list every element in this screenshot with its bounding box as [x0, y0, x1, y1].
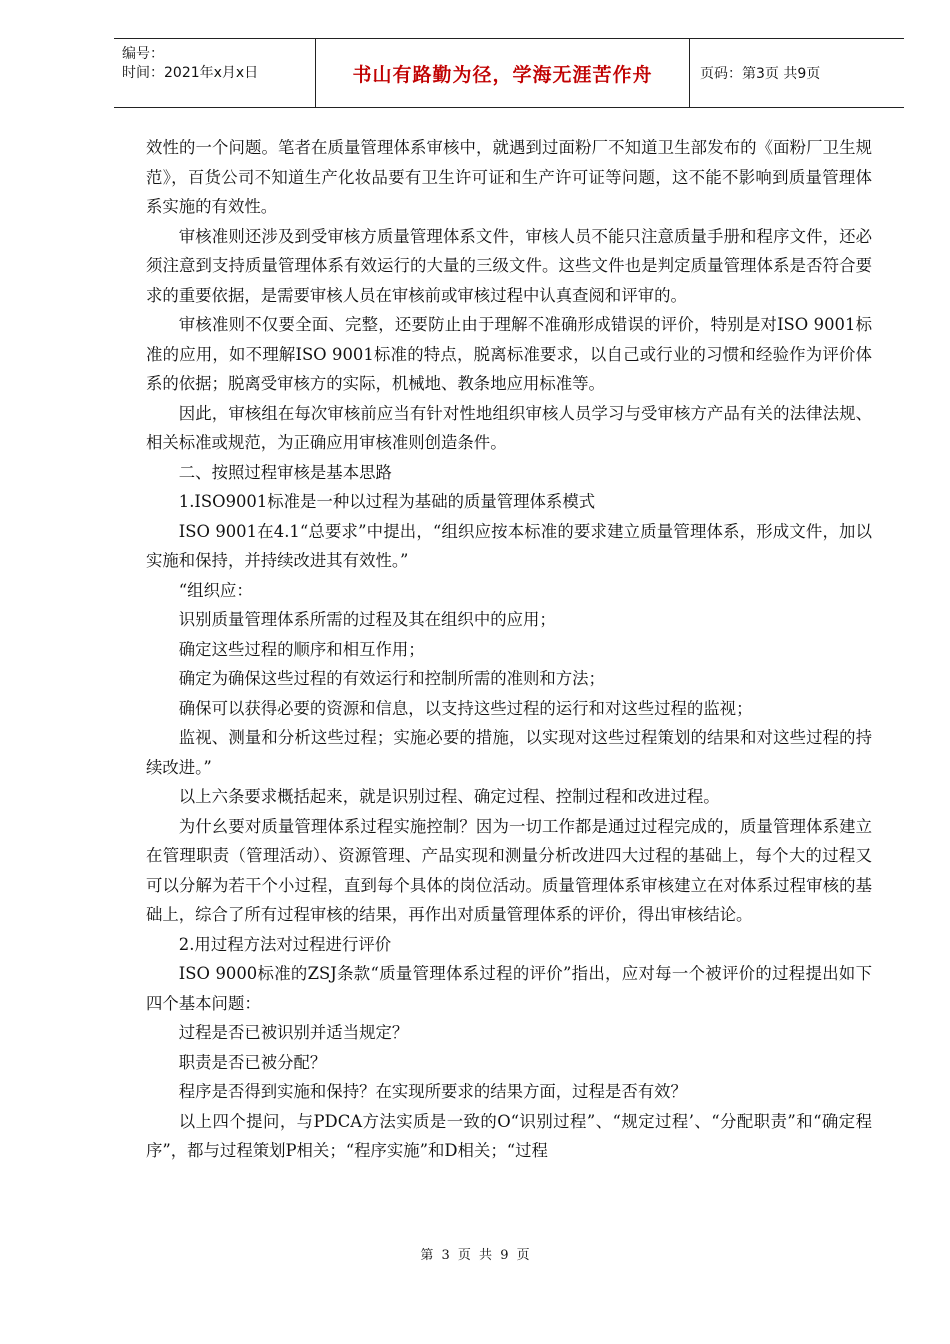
- header-meta: [114, 39, 315, 107]
- subsection-heading: 2.用过程方法对过程进行评价: [178, 934, 392, 954]
- list-item: 过程是否已被识别并适当规定？: [178, 1023, 409, 1042]
- paragraph: 为什幺要对质量管理体系过程实施控制？因为一切工作都是通过过程完成的，质量管理体系建立在管理职责（管理活动）、资源管理、产品实现和测量分析改进四大过程的基础上，每个大的过程又可以分解为若干个小过程，直到每个具体的岗位活动。质量管理体系审核建立在对体系过程审核的基础上，综合了所有过程审核的结果，再作出对质量管理体系的评价，得出审核结论。: [146, 816, 872, 924]
- list-item: 监视、测量和分析这些过程；实施必要的措施，以实现对这些过程策划的结果和对这些过程的持续改进。”: [146, 728, 872, 777]
- page-header: [114, 38, 904, 108]
- paragraph: ISO 9000标准的ZSJ条款“质量管理体系过程的评价”指出，应对每一个被评价的过程提出如下四个基本问题：: [146, 964, 872, 1013]
- paragraph: 审核准则还涉及到受审核方质量管理体系文件，审核人员不能只注意质量手册和程序文件，还必须注意到支持质量管理体系有效运行的大量的三级文件。这些文件也是判定质量管理体系是否符合要求的重要依据，是需要审核人员在审核前或审核过程中认真查阅和评审的。: [146, 226, 872, 305]
- list-item: 确定这些过程的顺序和相互作用；: [178, 639, 425, 659]
- list-item: 职责是否已被分配？: [178, 1052, 327, 1072]
- paragraph: 以上四个提问，与PDCA方法实质是一致的O“识别过程”、“规定过程’、“分配职责”和“确定程序”，都与过程策划P相关；“程序实施”和D相关；“过程: [146, 1111, 872, 1160]
- document-body: [146, 133, 872, 1166]
- list-item: 程序是否得到实施和保持？在实现所要求的结果方面，过程是否有效？: [178, 1082, 687, 1101]
- header-motto: 书山有路勤为径，学海无涯苦作舟: [315, 39, 690, 107]
- paragraph: 以上六条要求概括起来，就是识别过程、确定过程、控制过程和改进过程。: [178, 787, 720, 806]
- paragraph: 效性的一个问题。笔者在质量管理体系审核中，就遇到过面粉厂不知道卫生部发布的《面粉厂卫生规范》，百货公司不知道生产化妆品要有卫生许可证和生产许可证等问题，这不能不影响到质量管理体系实施的有效性。: [146, 138, 872, 216]
- quote-start: “组织应：: [178, 580, 253, 600]
- number-label: 编号：: [122, 46, 164, 62]
- paragraph: 审核准则不仅要全面、完整，还要防止由于理解不准确形成错误的评价，特别是对ISO 9001标准的应用，如不理解ISO 9001标准的特点，脱离标准要求，以自己或行业的习惯和经验作为评价体系的依据；脱离受审核方的实际，机械地、教条地应用标准等。: [146, 315, 872, 393]
- subsection-heading: 1.ISO9001标准是一种以过程为基础的质量管理体系模式: [178, 492, 596, 511]
- section-heading: 二、按照过程审核是基本思路: [178, 462, 392, 482]
- list-item: 确定为确保这些过程的有效运行和控制所需的准则和方法；: [178, 669, 605, 688]
- time-label: 时间：2021年x月x日: [122, 65, 259, 81]
- list-item: 确保可以获得必要的资源和信息，以支持这些过程的运行和对这些过程的监视；: [178, 698, 753, 718]
- page-footer: 第 3 页 共 9 页: [420, 1248, 530, 1263]
- paragraph: ISO 9001在4.1“总要求”中提出，“组织应按本标准的要求建立质量管理体系，形成文件，加以实施和保持，并持续改进其有效性。”: [146, 521, 872, 570]
- header-page-label: 页码：第3页 共9页: [700, 66, 821, 82]
- paragraph: 因此，审核组在每次审核前应当有针对性地组织审核人员学习与受审核方产品有关的法律法规、相关标准或规范，为正确应用审核准则创造条件。: [146, 403, 872, 452]
- list-item: 识别质量管理体系所需的过程及其在组织中的应用；: [178, 610, 556, 629]
